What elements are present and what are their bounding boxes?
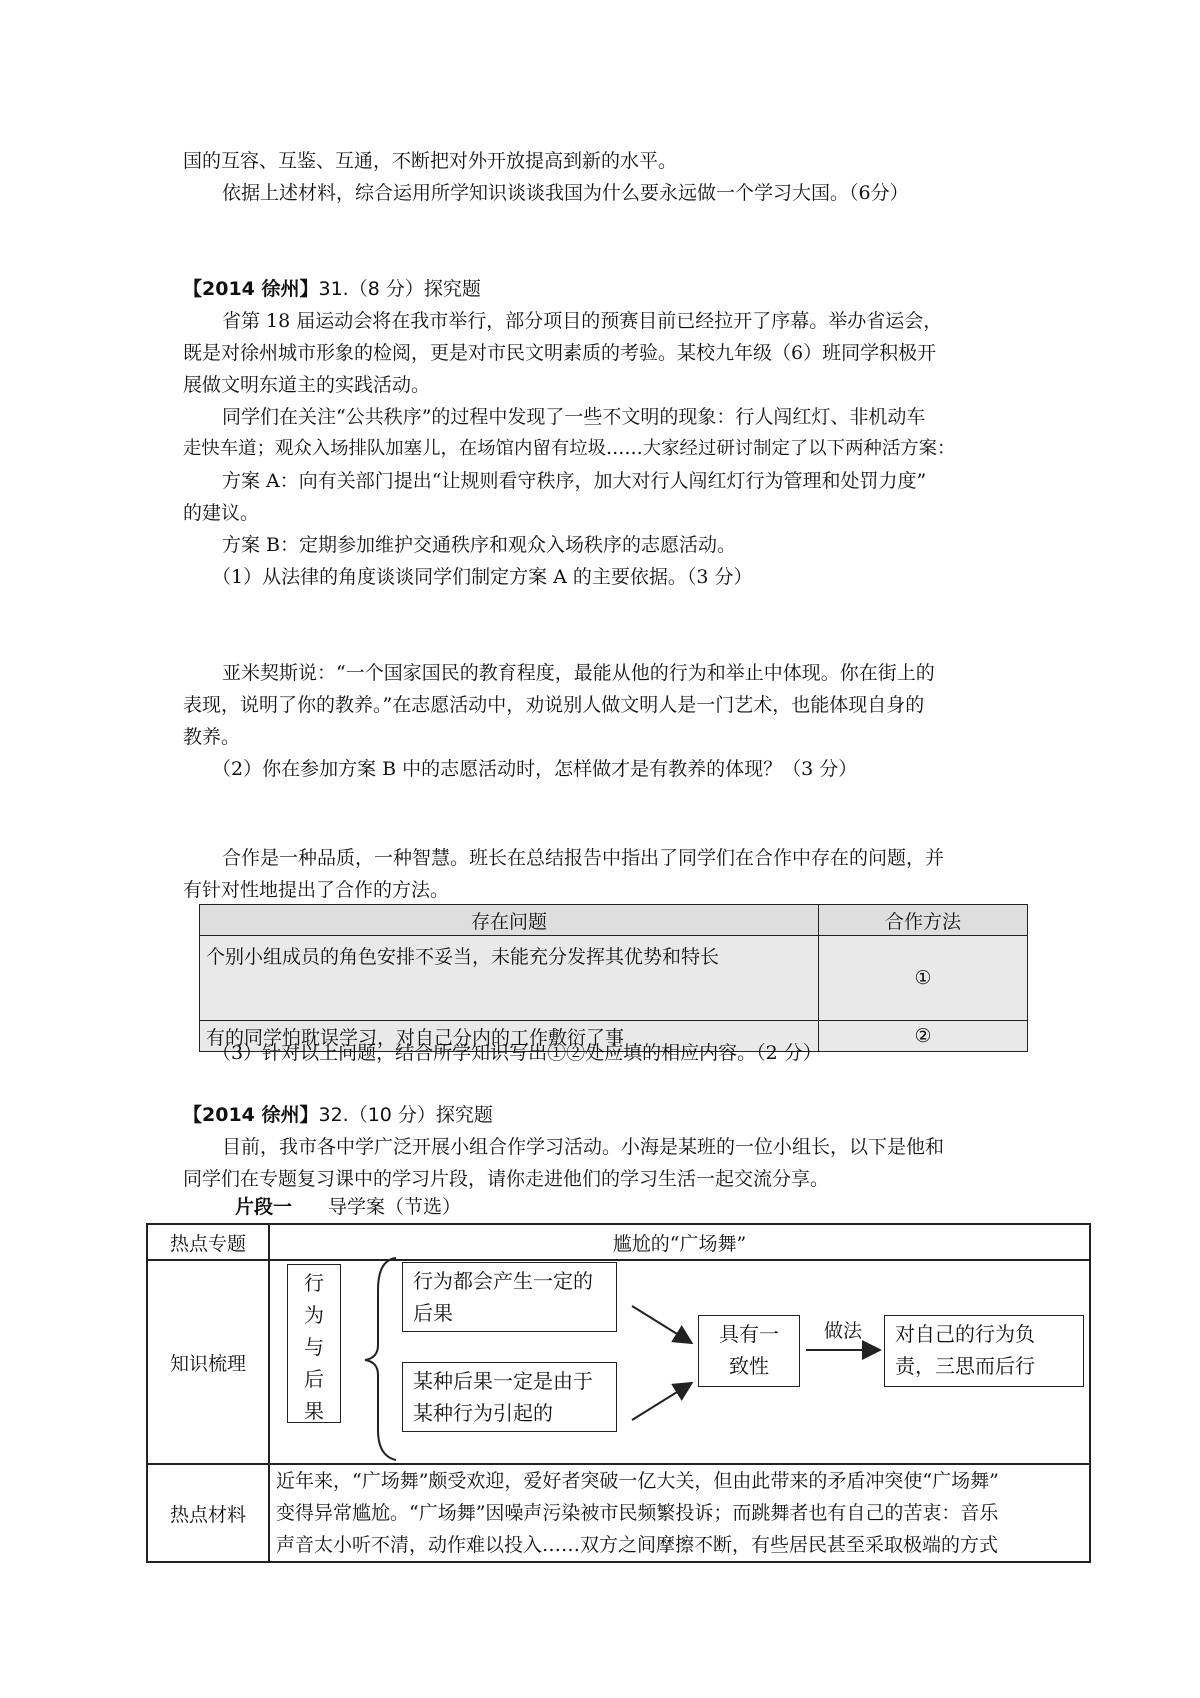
row2-method: ② <box>819 1021 1028 1052</box>
row1-problem: 个别小组成员的角色安排不妥当，未能充分发挥其优势和特长 <box>200 936 819 1021</box>
q31-coop-l1: 合作是一种品质，一种智慧。班长在总结报告中指出了同学们在合作中存在的问题，并 <box>222 847 945 869</box>
q31-p2-l1: 同学们在关注“公共秩序”的过程中发现了一些不文明的现象：行人闯红灯、非机动车 <box>222 406 926 428</box>
header-problem: 存在问题 <box>200 905 819 936</box>
q31-header-rest: 31.（8 分）探究题 <box>318 278 481 300</box>
q32-header-tag: 【2014 徐州】 <box>183 1104 319 1126</box>
segment-subtitle: 导学案（节选） <box>328 1196 462 1218</box>
intro-line-1: 国的互容、互鉴、互通，不断把对外开放提高到新的水平。 <box>183 150 678 172</box>
segment-title: 片段一 <box>235 1196 293 1218</box>
q31-p1-l3: 展做文明东道主的实践活动。 <box>183 374 431 396</box>
q31-coop-l2: 有针对性地提出了合作的方法。 <box>183 879 450 901</box>
row1-method: ① <box>819 936 1028 1021</box>
q31-sub3: （3）针对以上问题，结合所学知识写出①②处应填的相应内容。（2 分） <box>212 1042 822 1064</box>
intro-question: 依据上述材料，综合运用所学知识谈谈我国为什么要永远做一个学习大国。（6分） <box>222 182 909 204</box>
curly-brace <box>365 1258 396 1460</box>
left-box-char: 与 <box>304 1335 324 1359</box>
q31-quote-l1: 亚米契斯说：“一个国家国民的教育程度，最能从他的行为和举止中体现。你在街上的 <box>222 662 935 684</box>
q31-sub1: （1）从法律的角度谈谈同学们制定方案 A 的主要依据。（3 分） <box>212 566 753 588</box>
hot-topic-label: 热点专题 <box>147 1224 269 1260</box>
q32-p1-l1: 目前，我市各中学广泛开展小组合作学习活动。小海是某班的一位小组长，以下是他和 <box>222 1136 945 1158</box>
q31-quote-l3: 教养。 <box>183 726 241 748</box>
diagram-right-box: 对自己的行为负责，三思而后行 <box>884 1315 1084 1387</box>
diagram-arrow-label: 做法 <box>824 1320 863 1342</box>
diagram-middle-box: 具有一致性 <box>698 1315 800 1387</box>
arrow-bottom <box>632 1384 690 1420</box>
q31-header-tag: 【2014 徐州】 <box>183 278 319 300</box>
material-line-3: 声音太小听不清，动作难以投入……双方之间摩擦不断，有些居民甚至采取极端的方式 <box>276 1534 999 1556</box>
material-line-2: 变得异常尴尬。“广场舞”因噪声污染被市民频繁投诉；而跳舞者也有自己的苦衷：音乐 <box>276 1502 999 1524</box>
q31-sub2: （2）你在参加方案 B 中的志愿活动时，怎样做才是有教养的体现？（3 分） <box>212 758 858 780</box>
left-box-char: 果 <box>304 1399 324 1423</box>
q31-planA-l2: 的建议。 <box>183 502 260 524</box>
q32-p1-l2: 同学们在专题复习课中的学习片段，请你走进他们的学习生活一起交流分享。 <box>183 1168 830 1190</box>
left-box-char: 为 <box>304 1303 324 1327</box>
diagram-top-box: 行为都会产生一定的后果 <box>402 1262 617 1332</box>
q31-planB: 方案 B：定期参加维护交通秩序和观众入场秩序的志愿活动。 <box>222 534 737 556</box>
arrow-top <box>632 1306 690 1342</box>
hot-topic-value: 尴尬的“广场舞” <box>269 1224 1090 1260</box>
left-box-char: 行 <box>304 1271 324 1295</box>
header-method: 合作方法 <box>819 905 1028 936</box>
left-box-char: 后 <box>304 1367 324 1391</box>
material-line-1: 近年来，“广场舞”颇受欢迎，爱好者突破一亿大关，但由此带来的矛盾冲突使“广场舞” <box>276 1470 999 1492</box>
material-label: 热点材料 <box>147 1464 269 1562</box>
diagram-bottom-box: 某种后果一定是由于某种行为引起的 <box>402 1362 617 1432</box>
q31-quote-l2: 表现，说明了你的教养。”在志愿活动中，劝说别人做文明人是一门艺术，也能体现自身的 <box>183 694 925 716</box>
row2-problem: 有的同学怕耽误学习，对自己分内的工作敷衍了事 <box>200 1021 819 1052</box>
q31-planA-l1: 方案 A：向有关部门提出“让规则看守秩序，加大对行人闯红灯行为管理和处罚力度” <box>222 470 927 492</box>
knowledge-label: 知识梳理 <box>147 1260 269 1464</box>
q31-p2-l2: 走快车道；观众入场排队加塞儿，在场馆内留有垃圾……大家经过研讨制定了以下两种活方案： <box>183 438 956 459</box>
q31-p1-l2: 既是对徐州城市形象的检阅，更是对市民文明素质的考验。某校九年级（6）班同学积极开 <box>183 342 937 364</box>
q31-p1-l1: 省第 18 届运动会将在我市举行，部分项目的预赛目前已经拉开了序幕。举办省运会， <box>222 310 943 332</box>
q32-header-rest: 32.（10 分）探究题 <box>318 1104 493 1126</box>
